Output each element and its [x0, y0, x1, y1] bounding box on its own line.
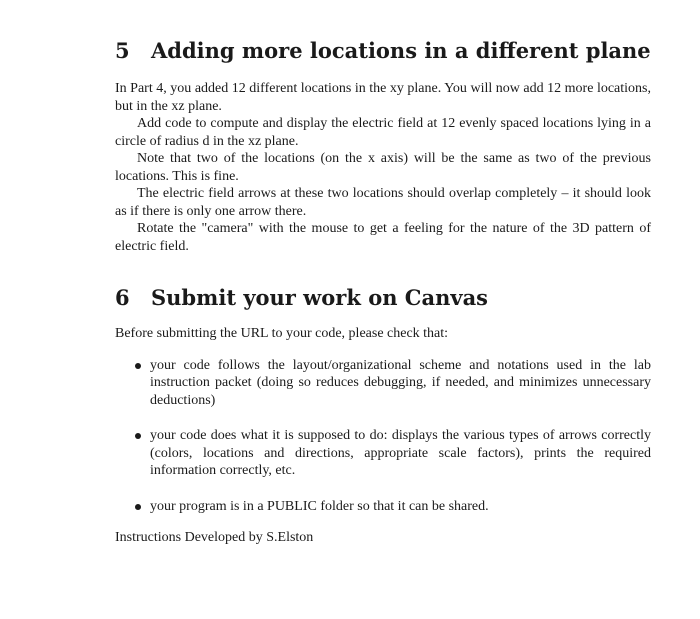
- section-5-paragraph: The electric field arrows at these two locations should overlap completely – it should look as if there is only one arrow there.: [115, 186, 651, 219]
- section-6-number: 6: [115, 285, 130, 310]
- bullet-icon: [135, 504, 141, 510]
- section-6-intro: Before submitting the URL to your code, please check that:: [115, 326, 449, 341]
- section-5-paragraph: Note that two of the locations (on the x axis) will be the same as two of the previous locations. This is fine.: [115, 151, 651, 184]
- list-item-text: your code does what it is supposed to do: displays the various types of arrows correctly (colors, locations and directions, appropriate scale factors), prints the required information correctly, etc.: [150, 428, 651, 478]
- list-item-text: your code follows the layout/organizational scheme and notations used in the lab instruction packet (doing so reduces debugging, if needed, and minimizes unnecessary deductions): [150, 357, 651, 408]
- section-5-body: [115, 80, 651, 255]
- list-item: [115, 498, 651, 516]
- section-5-number: 5: [115, 38, 130, 63]
- document-page: [115, 36, 651, 547]
- section-5-title: Adding more locations in a different plane: [151, 38, 651, 63]
- section-5-paragraph: Rotate the "camera" with the mouse to get a feeling for the nature of the 3D pattern of electric field.: [115, 221, 651, 254]
- credit-line: Instructions Developed by S.Elston: [115, 530, 314, 545]
- bullet-icon: [135, 433, 141, 439]
- list-item: [115, 427, 651, 480]
- section-5-paragraph: In Part 4, you added 12 different locations in the xy plane. You will now add 12 more locations, but in the xz plane.: [115, 81, 651, 114]
- section-6-title: Submit your work on Canvas: [151, 285, 488, 310]
- list-item-text: your program is in a PUBLIC folder so that it can be shared.: [150, 498, 489, 514]
- checklist: [115, 357, 651, 516]
- section-5-paragraph: Add code to compute and display the electric field at 12 evenly spaced locations lying in a circle of radius d in the xz plane.: [115, 116, 651, 149]
- section-5-heading: [115, 36, 651, 66]
- list-item: [115, 357, 651, 410]
- bullet-icon: [135, 363, 141, 369]
- section-6-heading: [115, 283, 651, 313]
